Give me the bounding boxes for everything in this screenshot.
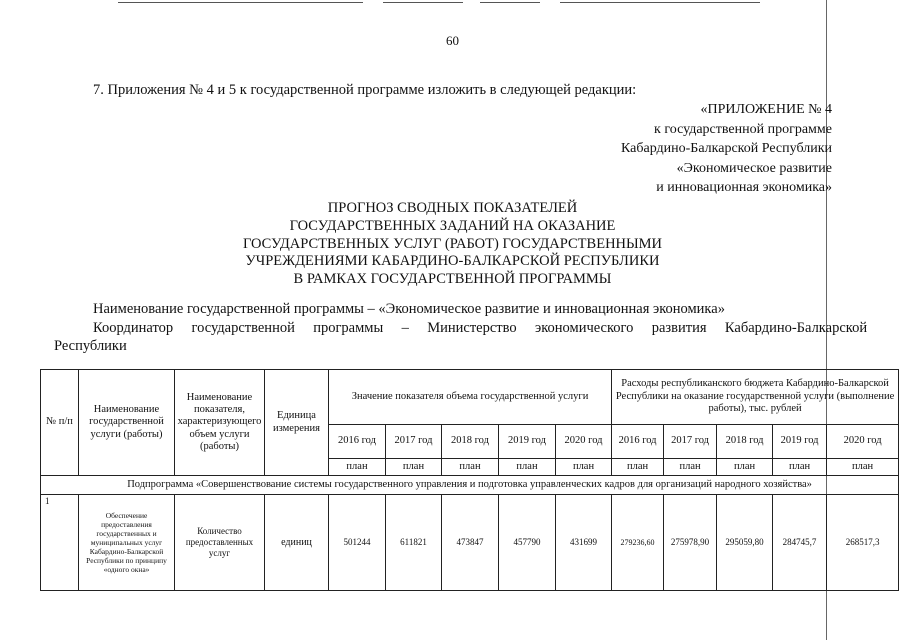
intro-paragraph: 7. Приложения № 4 и 5 к государственной программе изложить в следующей редакции: — [93, 82, 637, 98]
appendix-line: к государственной программе — [654, 121, 832, 137]
appendix-line: и инновационная экономика» — [656, 180, 832, 196]
plan-label: план — [717, 459, 773, 476]
plan-label: план — [612, 459, 664, 476]
row-volume-value: 473847 — [442, 495, 499, 591]
top-border-line — [480, 2, 540, 3]
page-number: 60 — [446, 33, 459, 48]
coordinator-word: развития — [651, 320, 707, 336]
header-budget-year: 2020 год — [827, 425, 899, 459]
appendix-header — [621, 100, 832, 198]
row-budget-value: 295059,80 — [717, 495, 773, 591]
appendix-line: «ПРИЛОЖЕНИЕ № 4 — [700, 102, 832, 117]
header-volume-year: 2016 год — [329, 425, 386, 459]
coordinator-word: Кабардино-Балкарской — [724, 320, 868, 336]
title-line: ГОСУДАРСТВЕННЫХ УСЛУГ (РАБОТ) ГОСУДАРСТВЕННЫМИ — [242, 235, 663, 252]
row-volume-value: 501244 — [329, 495, 386, 591]
header-budget-year: 2019 год — [773, 425, 827, 459]
appendix-line: Кабардино-Балкарской Республики — [621, 141, 832, 157]
row-volume-value: 457790 — [499, 495, 556, 591]
top-border-line — [383, 2, 463, 3]
row-budget-value: 284745,7 — [773, 495, 827, 591]
plan-label: план — [499, 459, 556, 476]
table-row — [41, 495, 899, 591]
coordinator-word: программы — [313, 320, 384, 336]
header-volume-year: 2017 год — [386, 425, 442, 459]
row-budget-value: 268517,3 — [827, 495, 899, 591]
row-indicator: Количество предоставленных услуг — [175, 495, 265, 591]
plan-label: план — [556, 459, 612, 476]
plan-label: план — [773, 459, 827, 476]
top-border-line — [560, 2, 760, 3]
header-volume-year: 2018 год — [442, 425, 499, 459]
title-line: ПРОГНОЗ СВОДНЫХ ПОКАЗАТЕЛЕЙ — [327, 200, 578, 216]
plan-label: план — [827, 459, 899, 476]
header-indicator: Наименование показателя, характеризующего объем услуги (работы) — [175, 370, 265, 476]
row-volume-value: 431699 — [556, 495, 612, 591]
row-budget-value: 279236,60 — [612, 495, 664, 591]
header-budget-year: 2016 год — [612, 425, 664, 459]
coordinator-word: Министерство — [427, 320, 517, 336]
title-line: УЧРЕЖДЕНИЯМИ КАБАРДИНО-БАЛКАРСКОЙ РЕСПУБЛИКИ — [245, 253, 660, 270]
row-unit: единиц — [265, 495, 329, 591]
row-volume-value: 611821 — [386, 495, 442, 591]
coordinator-word: – — [401, 320, 409, 336]
header-volume-group: Значение показателя объема государственной услуги — [329, 370, 612, 425]
row-service: Обеспечение предоставления государственных и муниципальных услуг Кабардино-Балкарской Республики по принципу «одного окна» — [79, 495, 175, 591]
coordinator-word: Координатор — [93, 320, 174, 336]
header-unit: Единица измерения — [265, 370, 329, 476]
plan-label: план — [442, 459, 499, 476]
header-budget-year: 2017 год — [664, 425, 717, 459]
coordinator-word: экономического — [535, 320, 634, 336]
plan-label: план — [329, 459, 386, 476]
header-budget-group: Расходы республиканского бюджета Кабардино-Балкарской Республики на оказание государственной услуги (выполнение работы), тыс. рублей — [612, 370, 899, 425]
plan-label: план — [664, 459, 717, 476]
indicators-table — [40, 369, 899, 591]
header-volume-year: 2020 год — [556, 425, 612, 459]
program-coordinator — [93, 320, 867, 337]
row-budget-value: 275978,90 — [664, 495, 717, 591]
coordinator-continuation: Республики — [54, 338, 127, 354]
title-line: ГОСУДАРСТВЕННЫХ ЗАДАНИЙ НА ОКАЗАНИЕ — [289, 217, 616, 234]
header-volume-year: 2019 год — [499, 425, 556, 459]
program-name: Наименование государственной программы – «Экономическое развитие и инновационная экономика» — [93, 301, 725, 317]
coordinator-word: государственной — [191, 320, 295, 336]
top-border-line — [118, 2, 363, 3]
row-num: 1 — [41, 495, 79, 591]
header-service: Наименование государственной услуги (работы) — [79, 370, 175, 476]
appendix-line: «Экономическое развитие — [676, 160, 832, 176]
subprogram-row: Подпрограмма «Совершенствование системы государственного управления и подготовка управленческих кадров для организаций народного хозяйства» — [41, 476, 899, 495]
document-title — [0, 200, 905, 289]
header-num: № п/п — [41, 370, 79, 476]
title-line: В РАМКАХ ГОСУДАРСТВЕННОЙ ПРОГРАММЫ — [293, 271, 612, 288]
header-budget-year: 2018 год — [717, 425, 773, 459]
plan-label: план — [386, 459, 442, 476]
